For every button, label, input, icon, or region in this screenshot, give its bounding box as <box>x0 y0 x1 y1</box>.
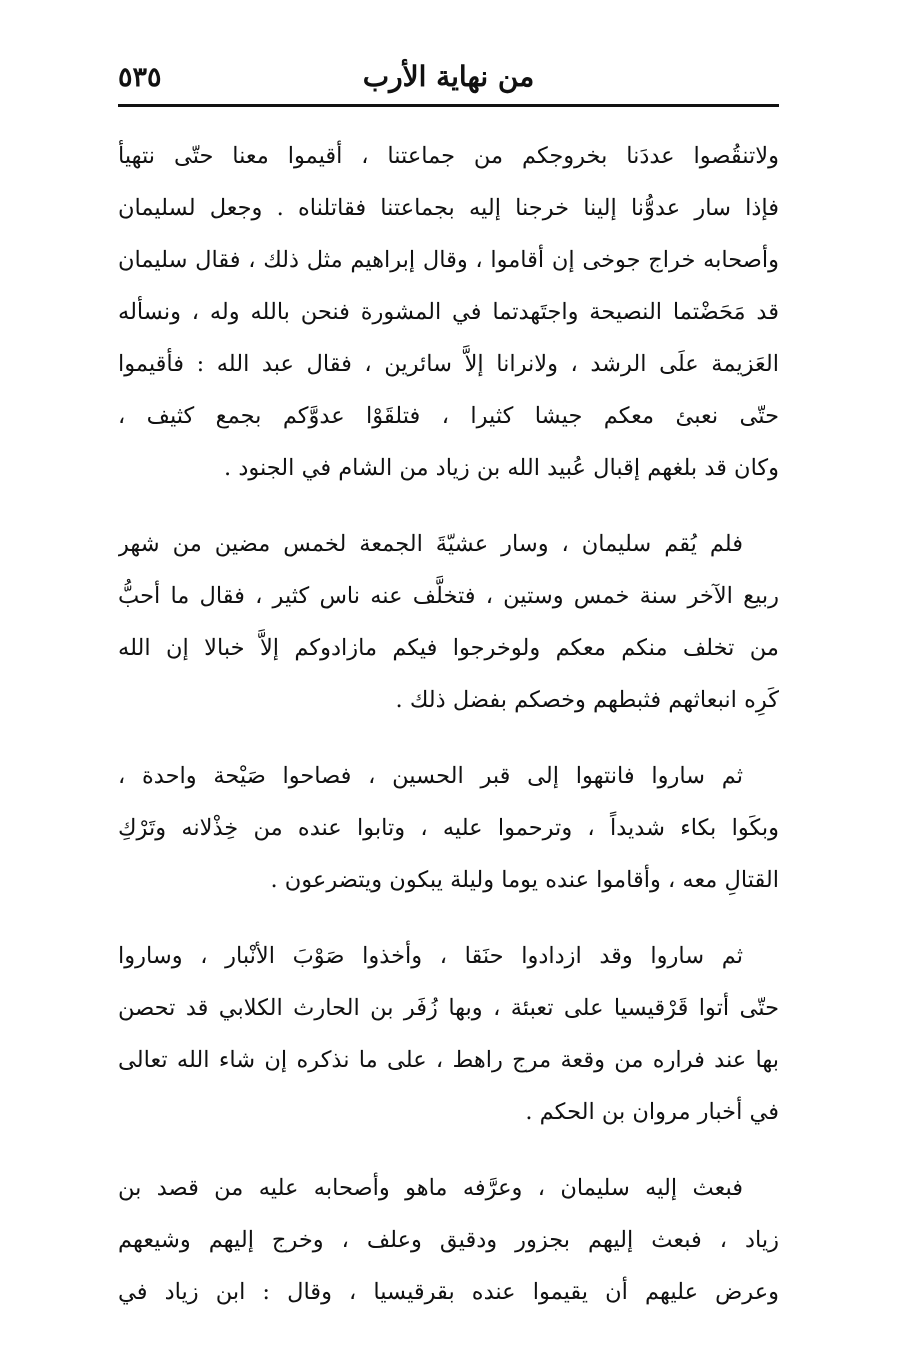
paragraph <box>118 518 779 726</box>
paragraph <box>118 130 779 494</box>
page-header <box>118 58 779 107</box>
text-line: وعرض عليهم أن يقيموا عنده بقرقيسيا ، وقال : ابن زياد في <box>118 1279 779 1305</box>
paragraph <box>118 750 779 906</box>
text-line: فلم يُقم سليمان ، وسار عشيّةَ الجمعة لخمس مضين من شهر <box>118 531 743 557</box>
text-line: ربيع الآخر سنة خمس وستين ، فتخلَّف عنه ناس كثير ، فقال ما أحبُّ <box>118 583 779 609</box>
text-line: فإذا سار عدوُّنا إلينا خرجنا إليه بجماعتنا فقاتلناه . وجعل لسليمان <box>118 195 779 221</box>
running-title: من نهاية الأرب <box>362 60 535 93</box>
page-body <box>118 130 779 1342</box>
paragraph <box>118 1162 779 1318</box>
text-line: من تخلف منكم معكم ولوخرجوا فيكم مازادوكم إلاَّ خبالا إن الله <box>118 635 779 661</box>
text-line: زياد ، فبعث إليهم بجزور ودقيق وعلف ، وخرج إليهم وشيعهم <box>118 1227 779 1253</box>
text-line: وأصحابه خراج جوخى إن أقاموا ، وقال إبراهيم مثل ذلك ، فقال سليمان <box>118 247 779 273</box>
text-line: قد مَحَضْتما النصيحة واجتَهدتما في المشورة فنحن بالله وله ، ونسأله <box>118 299 779 325</box>
paragraph <box>118 930 779 1138</box>
text-line: في أخبار مروان بن الحكم . <box>525 1099 779 1125</box>
text-line: ولاتنقُصوا عددَنا بخروجكم من جماعتنا ، أقيموا معنا حتّى نتهيأ <box>118 143 779 169</box>
text-line: ثم ساروا فانتهوا إلى قبر الحسين ، فصاحوا صَيْحة واحدة ، <box>118 763 743 789</box>
text-line: بها عند فراره من وقعة مرج راهط ، على ما نذكره إن شاء الله تعالى <box>118 1047 779 1073</box>
text-line: حتّى نعبئ معكم جيشا كثيرا ، فتلقَوْا عدوَّكم بجمع كثيف ، <box>118 403 779 429</box>
text-line: حتّى أتوا قَرْقيسيا على تعبئة ، وبها زُفَر بن الحارث الكلابي قد تحصن <box>118 995 779 1021</box>
text-line: كَرِه انبعاثهم فثبطهم وخصكم بفضل ذلك . <box>395 687 779 713</box>
text-line: وبكَوا بكاء شديداً ، وترحموا عليه ، وتابوا عنده من خِذْلانه وتَرْكِ <box>118 815 779 841</box>
text-line: وكان قد بلغهم إقبال عُبيد الله بن زياد من الشام في الجنود . <box>224 455 779 481</box>
text-line: القتالِ معه ، وأقاموا عنده يوما وليلة يبكون ويتضرعون . <box>270 867 779 893</box>
page-number: ٥٣٥ <box>118 62 162 93</box>
text-line: فبعث إليه سليمان ، وعرَّفه ماهو وأصحابه عليه من قصد بن <box>118 1175 743 1201</box>
text-line: العَزيمة علَى الرشد ، ولانرانا إلاَّ سائرين ، فقال عبد الله : فأقيموا <box>118 351 779 377</box>
text-line: ثم ساروا وقد ازدادوا حنَقا ، وأخذوا صَوْبَ الأنْبار ، وساروا <box>118 943 743 969</box>
